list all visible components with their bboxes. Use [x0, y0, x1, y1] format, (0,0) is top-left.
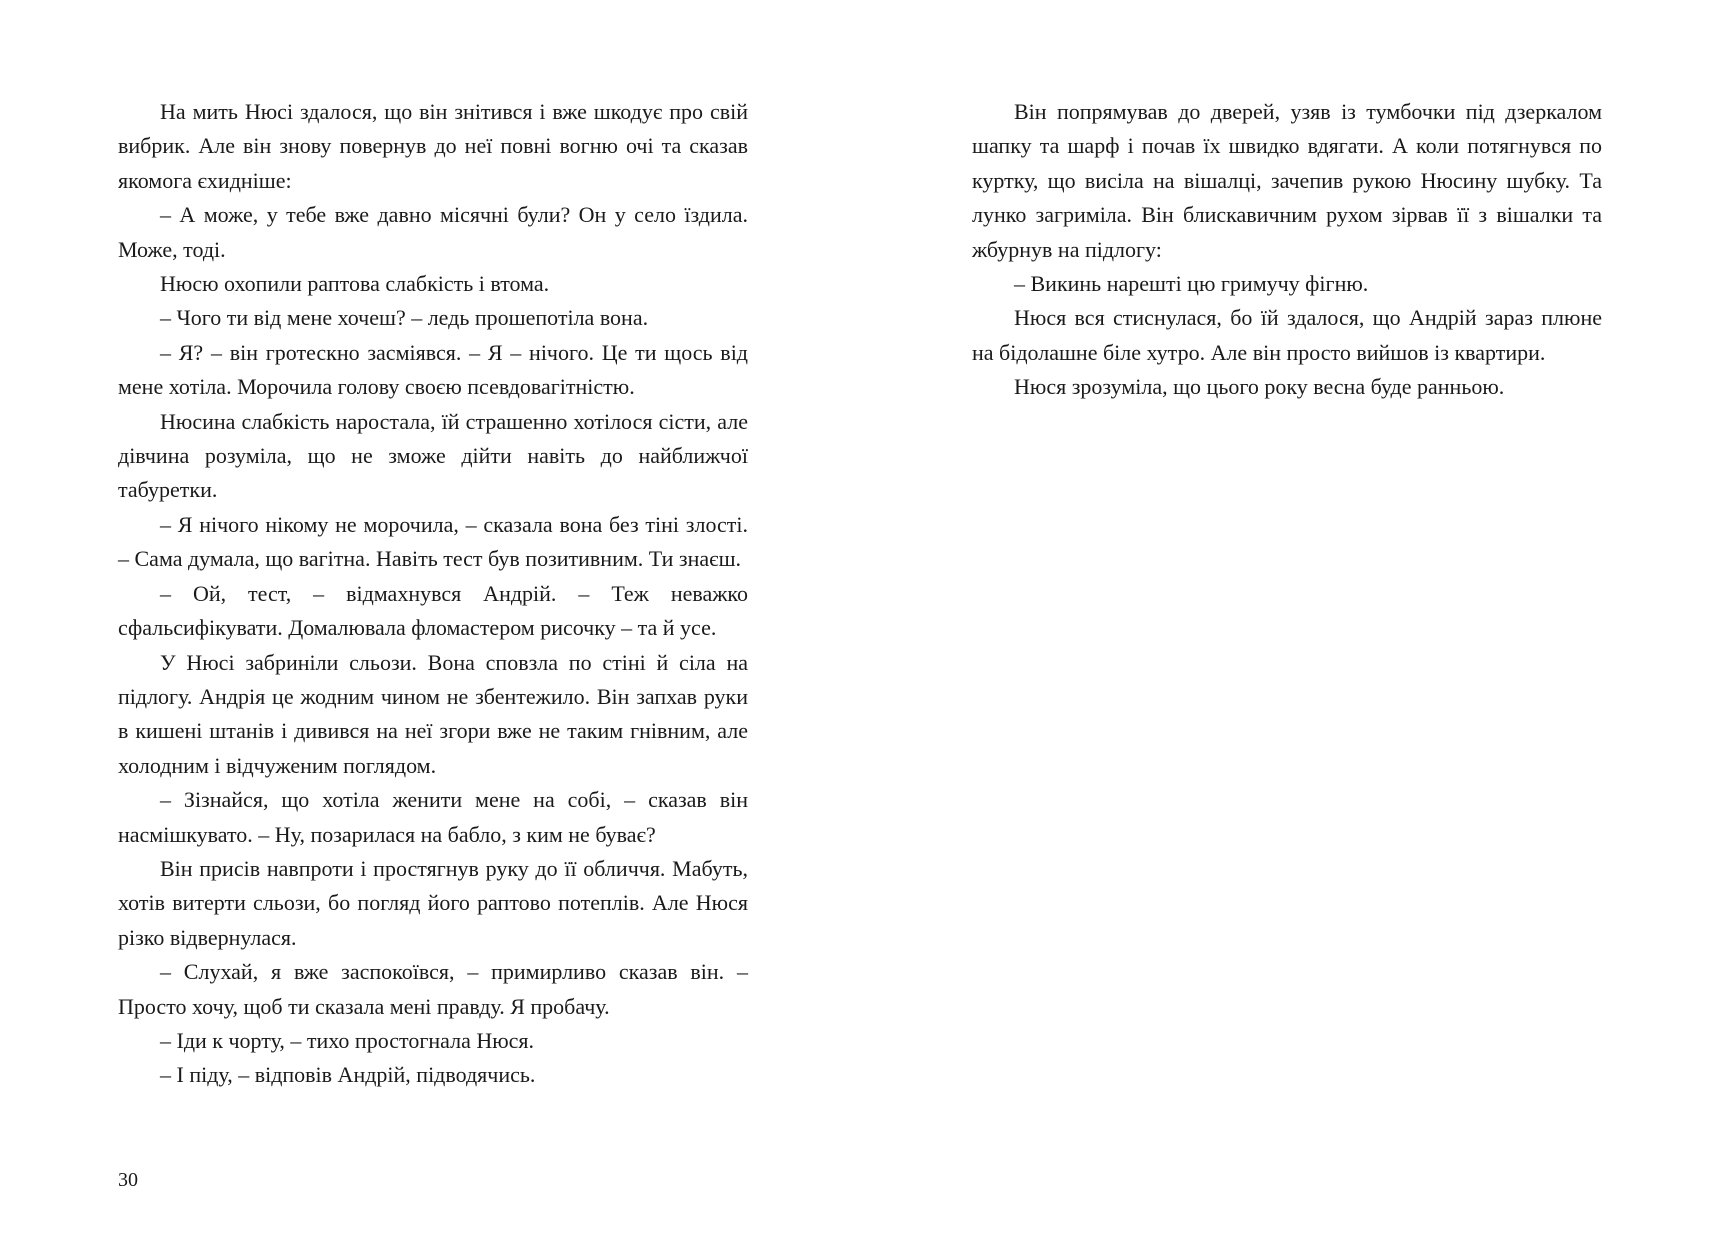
paragraph: Нюся вся стиснулася, бо їй здалося, що Андрій зараз плюне на бідолашне біле хутро. Але він просто вийшов із квартири. [972, 305, 1602, 365]
paragraph: – Ой, тест, – відмахнувся Андрій. – Теж неважко сфальсифікувати. Домалювала фломастером рисочку – та й усе. [118, 580, 748, 641]
paragraph: – Зізнайся, що хотіла женити мене на собі, – сказав він насмішкувато. – Ну, позарилася на бабло, з ким не буває? [118, 787, 748, 847]
left-text-column [118, 95, 748, 1093]
paragraph: На мить Нюсі здалося, що він знітився і вже шкодує про свій вибрик. Але він знову повернув до неї повні вогню очі та сказав якомога єхидніше: [118, 99, 748, 193]
paragraph: У Нюсі забриніли сльози. Вона сповзла по стіні й сіла на підлогу. Андрія це жодним чином не збентежило. Він запхав руки в кишені штанів і дивився на неї згори вже не таким гнівним, але холодним і відчуженим поглядом. [118, 649, 748, 778]
paragraph: Нюсю охопили раптова слабкість і втома. [160, 271, 550, 297]
right-text-column [972, 95, 1602, 405]
paragraph: Він попрямував до дверей, узяв із тумбочки під дзеркалом шапку та шарф і почав їх швидко вдягати. А коли потягнувся по куртку, що висіла на вішалці, зачепив рукою Нюсину шубку. Та лунко загриміла. Він блискавичним рухом зірвав її з вішалки та жбурнув на підлогу: [972, 99, 1602, 262]
paragraph: – Я нічого нікому не морочила, – сказала вона без тіні злості. – Сама думала, що вагітна. Навіть тест був позитивним. Ти знаєш. [118, 511, 748, 572]
paragraph: – Викинь нарешті цю гримучу фігню. [1014, 271, 1369, 297]
left-page [0, 0, 856, 1258]
paragraph: – А може, у тебе вже давно місячні були? Он у село їздила. Може, тоді. [118, 202, 748, 262]
paragraph: Він присів навпроти і простягнув руку до її обличчя. Мабуть, хотів витерти сльози, бо погляд його раптово потеплів. Але Нюся різко відвернулася. [118, 855, 748, 950]
paragraph: Нюся зрозуміла, що цього року весна буде ранньою. [1014, 374, 1505, 400]
page-number: 30 [118, 1169, 138, 1191]
paragraph: – Я? – він гротескно засміявся. – Я – нічого. Це ти щось від мене хотіла. Морочила голову своєю псевдовагітністю. [118, 339, 748, 400]
right-page [856, 0, 1713, 1258]
paragraph: Нюсина слабкість наростала, їй страшенно хотілося сісти, але дівчина розуміла, що не зможе дійти навіть до найближчої табуретки. [118, 408, 748, 503]
paragraph: – Слухай, я вже заспокоївся, – примирливо сказав він. – Просто хочу, щоб ти сказала мені правду. Я пробачу. [118, 959, 748, 1019]
paragraph: – І піду, – відповів Андрій, підводячись. [160, 1062, 536, 1088]
paragraph: – Іди к чорту, – тихо простогнала Нюся. [160, 1027, 535, 1053]
paragraph: – Чого ти від мене хочеш? – ледь прошепотіла вона. [160, 305, 649, 331]
